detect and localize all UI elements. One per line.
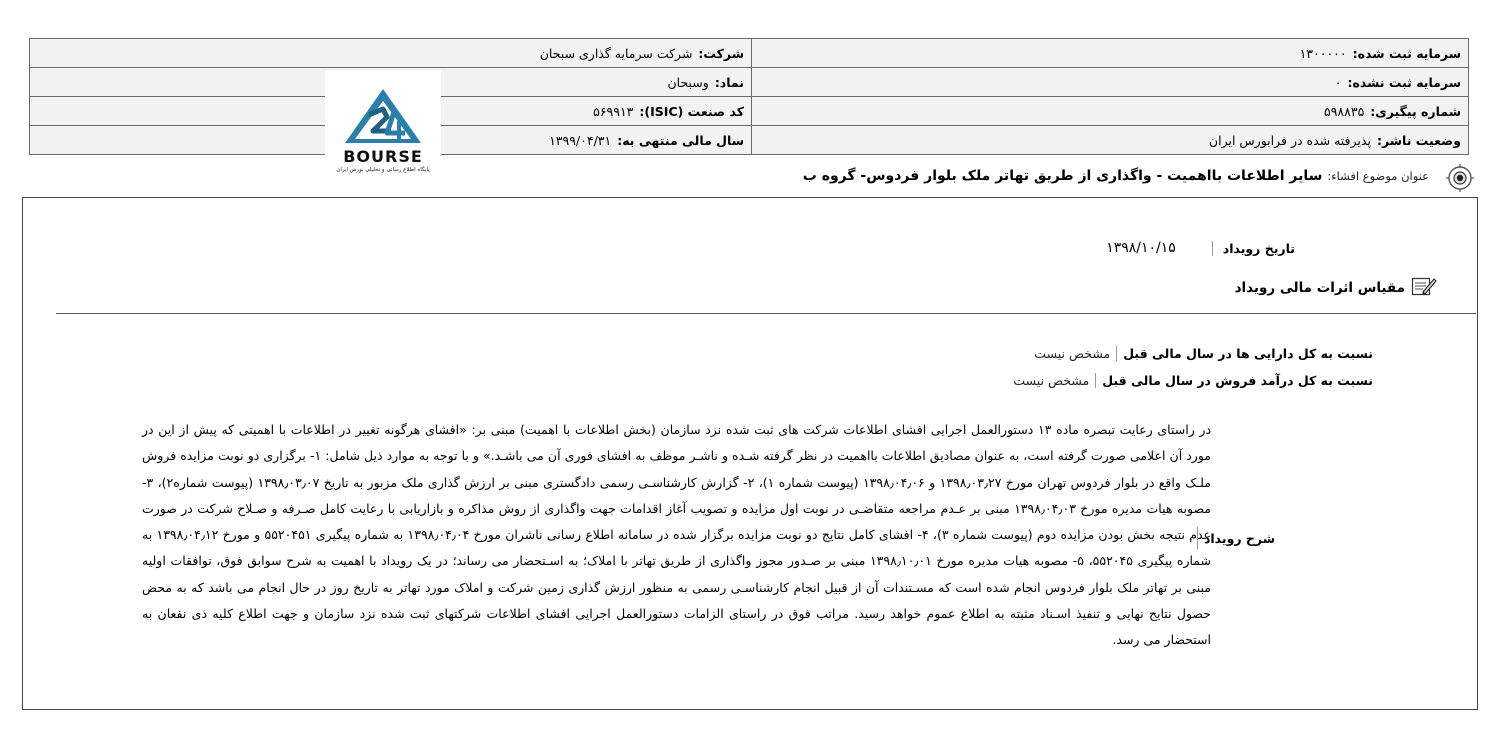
unregistered-capital-label: سرمایه ثبت نشده: xyxy=(1347,74,1461,90)
assets-ratio-row xyxy=(1034,342,1373,364)
subject-title: سایر اطلاعات بااهمیت - واگذاری از طریق تهاتر ملک بلوار فردوس- گروه ب xyxy=(802,168,1323,184)
event-description-label: شرح رویداد xyxy=(1197,527,1275,549)
edit-note-icon xyxy=(1411,275,1437,301)
company-info-table xyxy=(29,38,1469,155)
company-info-row xyxy=(30,68,1469,97)
event-date-label: تاریخ رویداد xyxy=(1212,241,1295,256)
bourse-logo-subtitle: پایگاه اطلاع رسانی و تحلیلی بورس ایران xyxy=(336,167,430,173)
unregistered-capital-cell xyxy=(752,68,1469,97)
revenue-ratio-label: نسبت به کل درآمد فروش در سال مالی قبل xyxy=(1095,373,1373,388)
fiscal-year-value: ۱۳۹۹/۰۴/۳۱ xyxy=(549,132,612,148)
company-cell xyxy=(30,39,752,68)
financial-impact-heading xyxy=(1235,276,1437,300)
target-icon xyxy=(1446,164,1474,192)
tracking-value: ۵۹۸۸۳۵ xyxy=(1324,103,1365,119)
bourse-logo xyxy=(325,71,441,176)
publisher-status-cell xyxy=(752,126,1469,155)
symbol-value: وسبحان xyxy=(667,74,709,90)
assets-ratio-value: مشخص نیست xyxy=(1034,345,1111,361)
publisher-status-label: وضعیت ناشر: xyxy=(1376,132,1461,148)
event-description-text: در راستای رعایت تبصره ماده ۱۳ دستورالعمل اجرایی افشای اطلاعات شرکت های ثبت شده نزد سازمان (بخش اطلاعات با اهمیت) مبنی بر: «افشای هرگونه تغییر در اطلاعات با اهمیتی که پیش از این در مورد آن اعلامی صورت گرفته است، به عنوان مصادیق اطلاعات بااهمیت در نظر گرفته شـده و ناشـر موظف به افشای فوری آن می باشـد.» و با توجه به موارد ذیل شامل: ۱- برگزاری دو نوبت مزایده فروش ملـک واقع در بلوار فردوس تهران مورخ ۱۳۹۸٫۰۳٫۲۷ و ۱۳۹۸٫۰۴٫۰۶ (پیوست شماره ۱)، ۲- گزارش کارشناسـی رسمی دادگستری مبنی بر ارزش گذاری ملک مزبور به تاریخ ۱۳۹۸٫۰۳٫۰۷ (پیوست شماره۲)، ۳- مصوبه هیات مدیره مورخ ۱۳۹۸٫۰۴٫۰۳ مبنی بر عـدم مراجعه متقاضـی در نوبت اول مزایده و تصویب آغاز اقدامات جهت واگذاری از روش مذاکره و بازاریابی با رعایت کامل صـرفه و صـلاح شرکت در صورت عدم نتیجه بخش بودن مزایده دوم (پیوست شماره ۳)، ۴- افشای کامل نتایج دو نوبت مزایده برگزار شده در سامانه اطلاع رسانی ناشران مورخ ۱۳۹۸٫۰۴٫۰۴ به شماره پیگیری ۵۵۲۰۴۵۱ و مورخ ۱۳۹۸٫۰۴٫۱۲ به شماره پیگیری ۵۵۲۰۴۵، ۵- مصوبه هیات مدیره مورخ ۱۳۹۸٫۱۰٫۰۱ مبنی بر صـدور مجوز واگذاری از طریق تهاتر با املاک؛ به اسـتحضار می رساند؛ در یک رویداد با اهمیت به شرح سوابق فوق، توافقات اولیه مبنی بر تهاتر ملک بلوار فردوس انجام شده است که مسـتندات آن از قبیل انجام کارشناسـی رسمی به منظور ارزش گذاری زمین شرکت و املاک مورد تهاتر به تاریخ روز در حال انجام می باشد که به محض حصول نتایج نهایی و تنفیذ اسـناد مثبته به اطلاع عموم خواهد رسید. مراتب فوق در راستای الزامات دستورالعمل اجرایی افشای اطلاعات شرکتهای ثبت شده نزد سازمان و جهت اطلاع کلیه ذی نفعان به استحضار می رسد. xyxy=(142,422,1212,648)
section-divider xyxy=(56,313,1476,314)
company-label: شرکت: xyxy=(698,45,744,61)
financial-impact-title: مقیاس اثرات مالی رویداد xyxy=(1234,280,1405,296)
company-value: شرکت سرمایه گذاری سبحان xyxy=(539,45,693,61)
registered-capital-label: سرمایه ثبت شده: xyxy=(1352,45,1461,61)
event-date-row xyxy=(1106,237,1295,259)
disclosure-subject xyxy=(803,164,1429,188)
isic-value: ۵۶۹۹۱۳ xyxy=(593,103,634,119)
fiscal-year-label: سال مالی منتهی به: xyxy=(617,132,744,148)
subject-label: عنوان موضوع افشاء: xyxy=(1327,169,1429,183)
assets-ratio-label: نسبت به کل دارایی ها در سال مالی قبل xyxy=(1116,346,1373,361)
tracking-cell xyxy=(752,97,1469,126)
event-date-value: ۱۳۹۸/۱۰/۱۵ xyxy=(1106,240,1176,256)
symbol-label: نماد: xyxy=(714,74,744,90)
company-info-row xyxy=(30,97,1469,126)
company-info-row xyxy=(30,39,1469,68)
isic-label: کد صنعت (ISIC): xyxy=(639,103,744,119)
company-info-row xyxy=(30,126,1469,155)
registered-capital-value: ۱۳۰۰۰۰۰ xyxy=(1299,45,1347,61)
publisher-status-value: پذیرفته شده در فرابورس ایران xyxy=(1208,132,1371,148)
registered-capital-cell xyxy=(752,39,1469,68)
bourse-logo-word: BOURSE xyxy=(343,147,423,166)
revenue-ratio-value: مشخص نیست xyxy=(1013,372,1090,388)
tracking-label: شماره پیگیری: xyxy=(1370,103,1461,119)
revenue-ratio-row xyxy=(1013,369,1373,391)
bourse-logo-mark xyxy=(325,71,441,151)
unregistered-capital-value: ۰ xyxy=(1334,74,1342,90)
